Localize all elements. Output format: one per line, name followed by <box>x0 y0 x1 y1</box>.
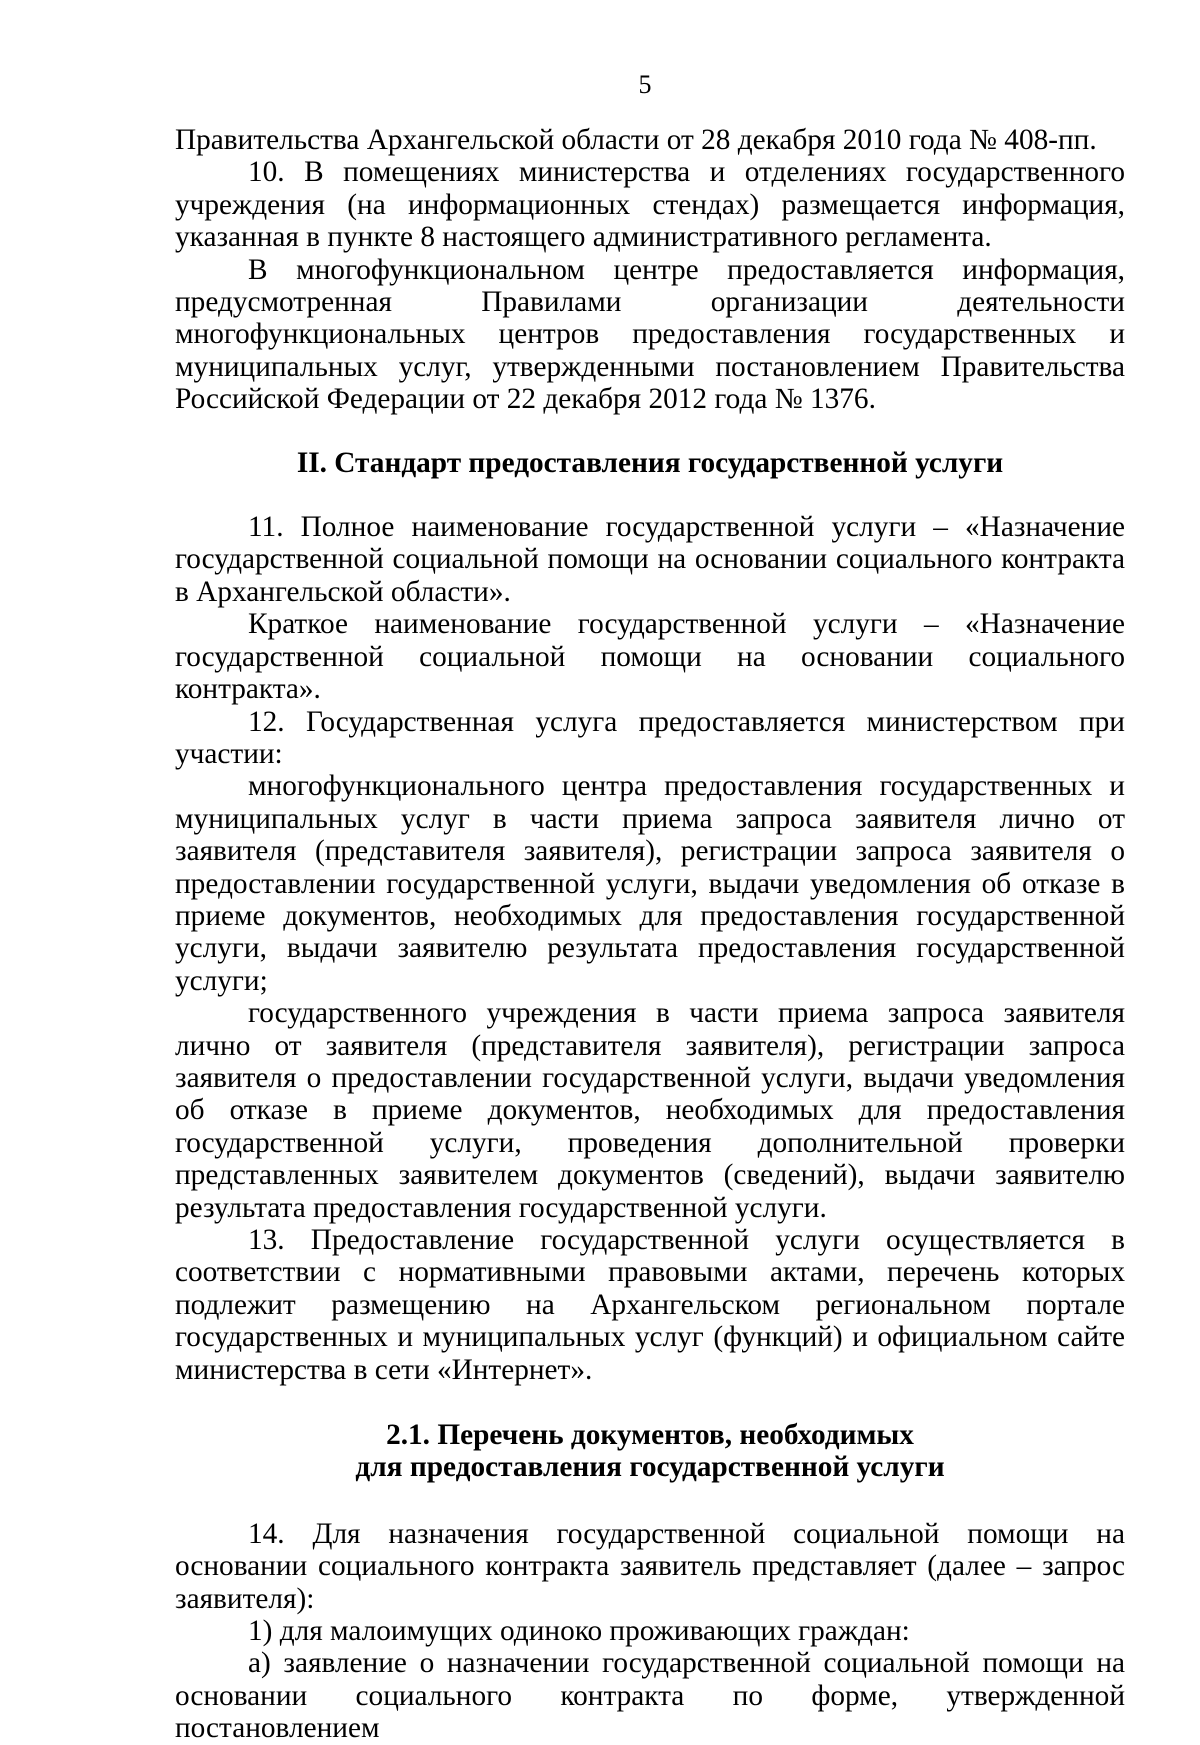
paragraph-10-mfc: В многофункциональном центре предоставляется информация, предусмотренная Правилами организации деятельности многофункциональных центров предоставления государственных и муниципальных услуг, утвержденными постановлением Правительства Российской Федерации от 22 декабря 2012 года № 1376. <box>175 253 1125 416</box>
section-heading-2: II. Стандарт предоставления государственной услуги <box>296 446 1004 479</box>
paragraph-continuation: Правительства Архангельской области от 28 декабря 2010 года № 408-пп. <box>175 124 1097 156</box>
paragraph-10: 10. В помещениях министерства и отделениях государственного учреждения (на информационных стендах) размещается информация, указанная в пункте 8 настоящего административного регламента. <box>175 156 1125 254</box>
document-body <box>175 124 1125 1745</box>
paragraph-12-mfc: многофункционального центра предоставления государственных и муниципальных услуг в части приема запроса заявителя лично от заявителя (представителя заявителя), регистрации запроса заявителя о предоставлении государственной услуги, выдачи уведомления об отказе в приеме документов, необходимых для предоставления государственной услуги, выдачи заявителю результата предоставления государственной услуги; <box>175 770 1125 997</box>
paragraph-14-item-1: 1) для малоимущих одиноко проживающих граждан: <box>248 1615 910 1648</box>
section-heading-2-1 <box>175 1419 1125 1484</box>
paragraph-12: 12. Государственная услуга предоставляется министерством при участии: <box>175 705 1125 770</box>
page-number: 5 <box>638 70 652 99</box>
paragraph-13: 13. Предоставление государственной услуги осуществляется в соответствии с нормативными правовыми актами, перечень которых подлежит размещению на Архангельском региональном портале государственных и муниципальных услуг (функций) и официальном сайте министерства в сети «Интернет». <box>175 1224 1125 1386</box>
paragraph-14: 14. Для назначения государственной социальной помощи на основании социального контракта заявитель представляет (далее – запрос заявителя): <box>175 1517 1125 1615</box>
paragraph-14-item-1a: а) заявление о назначении государственной социальной помощи на основании социального контракта по форме, утвержденной постановлением <box>175 1647 1125 1745</box>
section-heading-2-1-line1: 2.1. Перечень документов, необходимых <box>386 1419 914 1452</box>
paragraph-11: 11. Полное наименование государственной услуги – «Назначение государственной социальной помощи на основании социального контракта в Архангельской области». <box>175 511 1125 608</box>
paragraph-12-institution: государственного учреждения в части приема запроса заявителя лично от заявителя (представителя заявителя), регистрации запроса заявителя о предоставлении государственной услуги, выдачи уведомления об отказе в приеме документов, необходимых для предоставления государственной услуги, проведения дополнительной проверки представленных заявителем документов (сведений), выдачи заявителю результата предоставления государственной услуги. <box>175 997 1125 1224</box>
section-heading-2-1-line2: для предоставления государственной услуги <box>355 1451 945 1484</box>
paragraph-11-short-name: Краткое наименование государственной услуги – «Назначение государственной социальной помощи на основании социального контракта». <box>175 608 1125 706</box>
